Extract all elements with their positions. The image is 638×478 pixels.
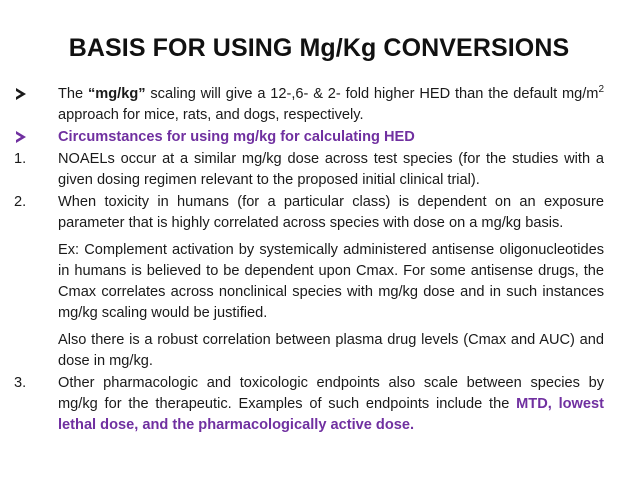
list-item-text: Other pharmacologic and toxicologic endpoints also scale between species by mg/kg for the therapeutic. Examples of such endpoints include the: [58, 375, 604, 412]
endpoints-highlight: MTD, lowest lethal dose, and the pharmacologically active dose.: [58, 396, 604, 433]
list-number: 2.: [14, 194, 27, 210]
bullet1-pre: The: [58, 86, 88, 102]
bullet1-bold: “mg/kg”: [87, 86, 146, 102]
list-number: 3.: [14, 375, 27, 391]
list-item-3: [14, 373, 604, 436]
correlation-paragraph: Also there is a robust correlation between plasma drug levels (Cmax and AUC) and dose in mg/kg.: [58, 332, 604, 369]
list-item-text: NOAELs occur at a similar mg/kg dose across test species (for the studies with a given dosing regimen relevant to the proposed initial clinical trial).: [58, 151, 604, 188]
list-item-2: [14, 192, 604, 234]
list-item-text: When toxicity in humans (for a particular class) is dependent on an exposure parameter that is highly correlated across species with dose on a mg/kg basis.: [58, 194, 604, 231]
list-number: 1.: [14, 151, 27, 167]
slide-title: BASIS FOR USING Mg/Kg CONVERSIONS: [68, 34, 570, 62]
list-item-1: [14, 149, 604, 191]
arrow-bullet-icon: [16, 131, 26, 143]
circumstances-heading: Circumstances for using mg/kg for calculating HED: [58, 129, 415, 145]
bullet1-sup: 2: [598, 84, 604, 96]
bullet1-post: approach for mice, rats, and dogs, respectively.: [58, 107, 364, 123]
slide-body: [14, 84, 604, 436]
arrow-bullet-icon: [16, 88, 26, 100]
bullet-mgkg-scaling: [14, 84, 604, 126]
bullet1-mid: scaling will give a 12-,6- & 2- fold higher HED than the default mg/m: [145, 86, 599, 102]
bullet-circumstances: [14, 127, 604, 148]
example-paragraph: Ex: Complement activation by systemically administered antisense oligonucleotides in humans is believed to be dependent upon Cmax. For some antisense drugs, the Cmax correlates across nonclinical species with mg/kg dose and in such instances mg/kg scaling would be justified.: [58, 242, 604, 321]
